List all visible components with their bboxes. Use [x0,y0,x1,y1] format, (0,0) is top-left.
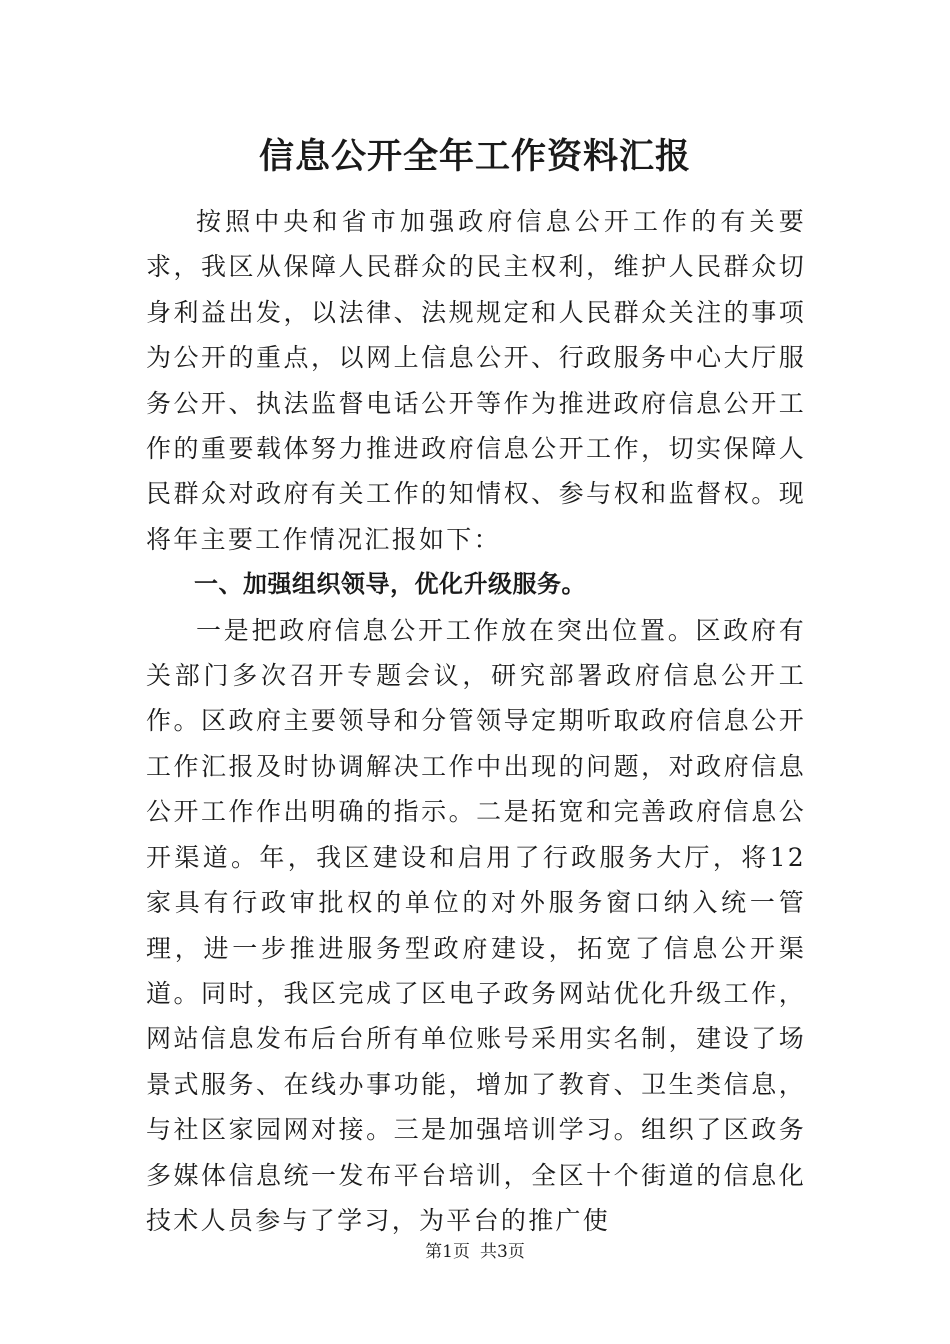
body-paragraph: 一是把政府信息公开工作放在突出位置。区政府有关部门多次召开专题会议，研究部署政府信息公开工作。区政府主要领导和分管领导定期听取政府信息公开工作汇报及时协调解决工作中出现的问题，对政府信息公开工作作出明确的指示。二是拓宽和完善政府信息公开渠道。年，我区建设和启用了行政服务大厅，将12家具有行政审批权的单位的对外服务窗口纳入统一管理，进一步推进服务型政府建设，拓宽了信息公开渠道。同时，我区完成了区电子政务网站优化升级工作，网站信息发布后台所有单位账号采用实名制，建设了场景式服务、在线办事功能，增加了教育、卫生类信息，与社区家园网对接。三是加强培训学习。组织了区政务多媒体信息统一发布平台培训，全区十个街道的信息化技术人员参与了学习，为平台的推广使 [146,615,806,1235]
document-body [146,199,806,1243]
intro-paragraph: 按照中央和省市加强政府信息公开工作的有关要求，我区从保障人民群众的民主权利，维护人民群众切身利益出发，以法律、法规规定和人民群众关注的事项为公开的重点，以网上信息公开、行政服务中心大厅服务公开、执法监督电话公开等作为推进政府信息公开工作的重要载体努力推进政府信息公开工作，切实保障人民群众对政府有关工作的知情权、参与权和监督权。现将年主要工作情况汇报如下： [146,207,806,554]
page-number: 第1页 [425,1242,470,1262]
page-footer [0,1240,950,1264]
document-title: 信息公开全年工作资料汇报 [258,136,691,177]
page-count: 共3页 [480,1242,525,1262]
section-heading: 一、加强组织领导，优化升级服务。 [194,570,586,599]
